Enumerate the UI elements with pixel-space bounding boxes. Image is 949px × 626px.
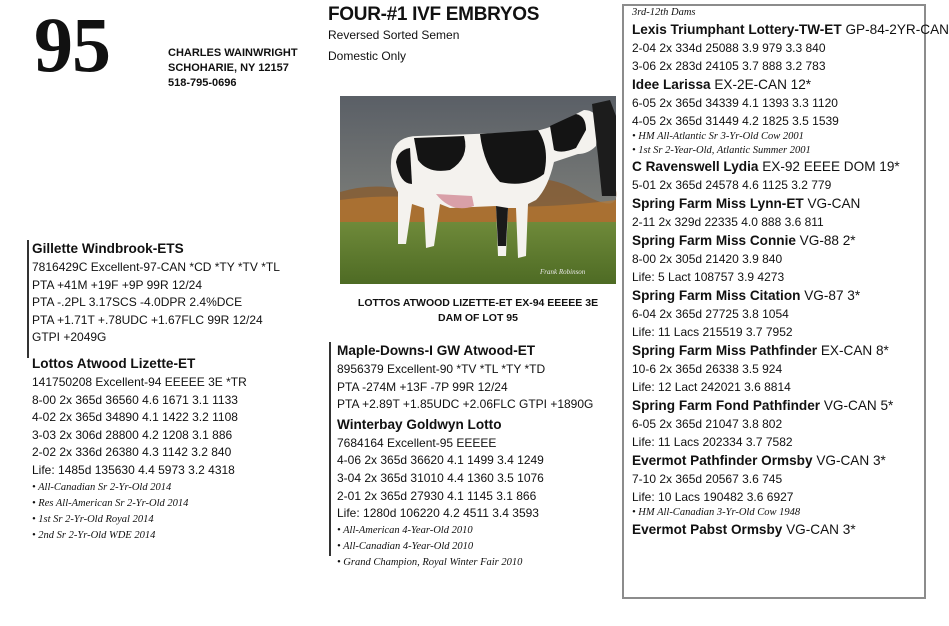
consignor-location: SCHOHARIE, NY 12157 [168,62,289,74]
lot-number: 95 [34,1,110,88]
pedigree-record: 2-11 2x 329d 22335 4.0 888 3.6 811 [632,215,824,229]
dam-sire-line: PTA -274M +13F -7P 99R 12/24 [337,379,508,394]
pedigree-dam-name: Idee Larissa EX-2E-CAN 12* [632,77,812,92]
dam-sire-block [337,340,593,571]
pedigree-honor: • 1st Sr 2-Year-Old, Atlantic Summer 2001 [632,144,811,156]
dam-sire-bracket [329,342,331,556]
pedigree-record: 6-05 2x 365d 34339 4.1 1393 3.3 1120 [632,96,838,110]
pedigree-lifetime: Life: 5 Lact 108757 3.9 4273 [632,270,785,284]
second-dam-line: 7684164 Excellent-95 EEEEE [337,435,497,450]
pedigree-record: 8-00 2x 305d 21420 3.9 840 [632,252,783,266]
dam-honor: • Res All-American Sr 2-Yr-Old 2014 [32,497,189,509]
pedigree-list [632,6,949,539]
pedigree-header: 3rd-12th Dams [632,7,696,18]
dam-record: 2-02 2x 336d 26380 4.3 1142 3.2 840 [32,445,232,460]
pedigree-dam-name: Evermot Pabst Ormsby VG-CAN 3* [632,521,856,537]
pedigree-record: 5-01 2x 365d 24578 4.6 1125 3.2 779 [632,178,832,192]
dam-photo [340,96,616,284]
pedigree-record: 2-04 2x 334d 25088 3.9 979 3.3 840 [632,41,826,55]
pedigree-honor: • HM All-Atlantic Sr 3-Yr-Old Cow 2001 [632,131,804,142]
dam-sire-line: PTA +2.89T +1.85UDC +2.06FLC GTPI +1890G [337,397,594,412]
dam-record: 8-00 2x 365d 36560 4.6 1671 3.1 1133 [32,392,238,407]
second-dam-name: Winterbay Goldwyn Lotto [337,416,502,432]
second-dam-lifetime: Life: 1280d 106220 4.2 4511 3.4 3593 [337,506,539,521]
pedigree-lifetime: Life: 11 Lacs 215519 3.7 7952 [632,325,793,339]
pedigree-lifetime: Life: 10 Lacs 190482 3.6 6927 [632,490,794,504]
pedigree-record: 10-6 2x 365d 26338 3.5 924 [632,362,783,376]
dam-line: 141750208 Excellent-94 EEEEE 3E *TR [32,374,247,389]
pedigree-record: 6-04 2x 365d 27725 3.8 1054 [632,307,789,321]
pedigree-dam-name: C Ravenswell Lydia EX-92 EEEE DOM 19* [632,159,900,174]
consignor-name: CHARLES WAINWRIGHT [168,47,298,59]
pedigree-record: 6-05 2x 365d 21047 3.8 802 [632,417,783,431]
pedigree-dam-name: Evermot Pathfinder Ormsby VG-CAN 3* [632,453,886,468]
caption-line-1: LOTTOS ATWOOD LIZETTE-ET EX-94 EEEEE 3E [357,297,599,309]
second-dam-honor: • Grand Champion, Royal Winter Fair 2010 [337,556,523,568]
second-dam-honor: • All-American 4-Year-Old 2010 [337,524,473,536]
sire-line: PTA +1.71T +.78UDC +1.67FLC 99R 12/24 [32,312,263,327]
photographer-signature: Frank Robinson [540,268,586,276]
pedigree-dam-name: Spring Farm Miss Connie VG-88 2* [632,233,856,248]
sire-name: Gillette Windbrook-ETS [32,241,184,256]
sire-line: 7816429C Excellent-97-CAN *CD *TY *TV *TL [32,260,280,274]
dam-record: 3-03 2x 306d 28800 4.2 1208 3.1 886 [32,427,233,442]
caption-line-2: DAM OF LOT 95 [438,312,518,324]
dam-honor: • 2nd Sr 2-Yr-Old WDE 2014 [32,529,156,541]
pedigree-dam-name: Spring Farm Miss Pathfinder EX-CAN 8* [632,343,889,358]
second-dam-honor: • All-Canadian 4-Year-Old 2010 [337,540,474,552]
dam-lifetime: Life: 1485d 135630 4.4 5973 3.2 4318 [32,462,235,477]
pedigree-record: 4-05 2x 365d 31449 4.2 1825 3.5 1539 [632,114,839,128]
pedigree-dam-name: Spring Farm Miss Citation VG-87 3* [632,288,861,303]
sire-line: PTA -.2PL 3.17SCS -4.0DPR 2.4%DCE [32,295,243,310]
second-dam-record: 4-06 2x 365d 36620 4.1 1499 3.4 1249 [337,453,544,468]
pedigree-dam-name: Spring Farm Miss Lynn-ET VG-CAN [632,196,861,211]
sire-block [32,238,280,544]
second-dam-record: 3-04 2x 365d 31010 4.4 1360 3.5 1076 [337,470,544,485]
dam-honor: • All-Canadian Sr 2-Yr-Old 2014 [32,481,172,493]
consignor-info [168,46,298,91]
pedigree-dam-name: Lexis Triumphant Lottery-TW-ET GP-84-2YR-CAN [632,22,949,37]
pedigree-dam-name: Spring Farm Fond Pathfinder VG-CAN 5* [632,398,894,413]
dam-sire-line: 8956379 Excellent-90 *TV *TL *TY *TD [337,362,546,376]
offering-line-2: Domestic Only [328,49,407,63]
pedigree-lifetime: Life: 11 Lacs 202334 3.7 7582 [632,435,793,449]
second-dam-record: 2-01 2x 365d 27930 4.1 1145 3.1 866 [337,488,537,503]
sire-line: PTA +41M +19F +9P 99R 12/24 [32,277,203,292]
pedigree-lifetime: Life: 12 Lact 242021 3.6 8814 [632,380,791,394]
photo-caption [340,296,616,326]
offering-line-1: Reversed Sorted Semen [328,28,460,42]
dam-honor: • 1st Sr 2-Yr-Old Royal 2014 [32,513,154,525]
pedigree-record: 3-06 2x 283d 24105 3.7 888 3.2 783 [632,59,826,73]
offering-title: FOUR-#1 IVF EMBRYOS [328,4,540,25]
pedigree-record: 7-10 2x 365d 20567 3.6 745 [632,472,783,486]
dam-sire-name: Maple-Downs-I GW Atwood-ET [337,343,536,358]
dam-name: Lottos Atwood Lizette-ET [32,355,196,371]
consignor-phone: 518-795-0696 [168,77,237,89]
sire-line: GTPI +2049G [32,330,107,345]
dam-record: 4-02 2x 365d 34890 4.1 1422 3.2 1108 [32,410,238,425]
sire-bracket [27,240,29,358]
pedigree-honor: • HM All-Canadian 3-Yr-Old Cow 1948 [632,507,801,518]
